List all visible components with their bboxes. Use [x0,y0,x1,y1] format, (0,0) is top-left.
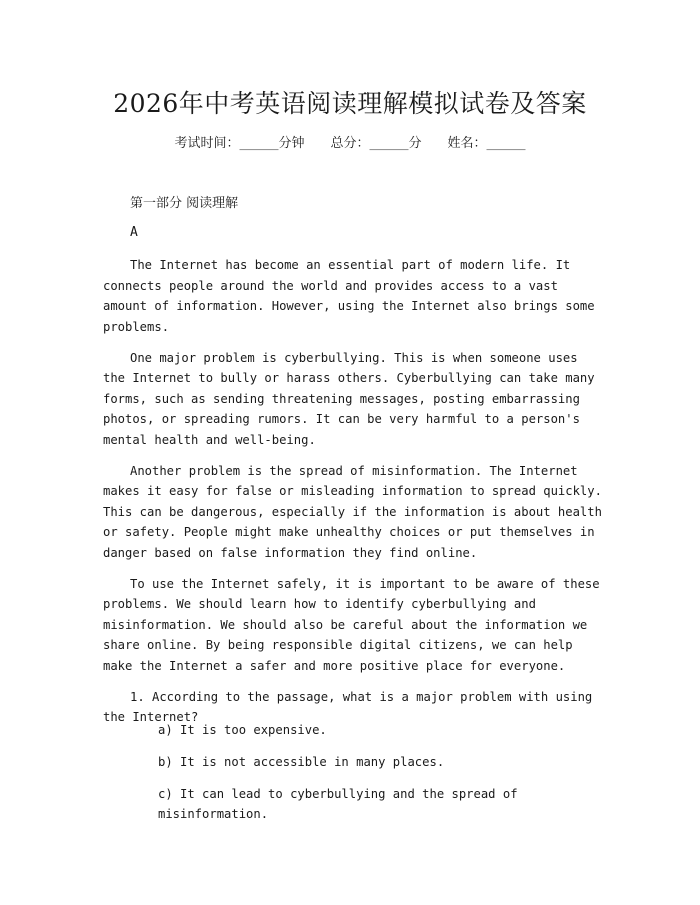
name-label: 姓名： [447,136,487,151]
score-label: 总分： [330,136,370,151]
time-blank: ______ [239,136,279,151]
time-unit: 分钟 [278,136,305,151]
answer-options [158,720,618,821]
section-heading: 第一部分 阅读理解 [130,196,239,211]
name-blank: ______ [486,136,526,151]
exam-meta [0,132,700,151]
option-a: a) It is too expensive. [158,723,327,737]
score-unit: 分 [408,136,422,151]
score-blank: ______ [369,136,409,151]
page-title: 2026年中考英语阅读理解模拟试卷及答案 [113,89,587,118]
option-c: c) It can lead to cyberbullying and the spread of misinformation. [158,787,518,821]
passage-paragraph: The Internet has become an essential part of modern life. It connects people around the world and provides access to a vast amount of information. However, using the Internet also brings some problems. [103,258,595,334]
passage-paragraph: To use the Internet safely, it is important to be aware of these problems. We should learn how to identify cyberbullying and misinformation. We should also be careful about the information we share online. By being responsible digital citizens, we can help make the Internet a safer and more positive place for everyone. [103,576,600,673]
passage-paragraph: Another problem is the spread of misinformation. The Internet makes it easy for false or misleading information to spread quickly. This can be dangerous, especially if the information is about health or safety. People might make unhealthy choices or put themselves in danger based on false information they find online. [103,463,602,560]
passage-paragraph: One major problem is cyberbullying. This is when someone uses the Internet to bully or harass others. Cyberbullying can take many forms, such as sending threatening messages, posting embarrassing photos, or spreading rumors. It can be very harmful to a person's mental health and well-being. [103,350,595,447]
question-text: 1. According to the passage, what is a major problem with using the Internet? [103,689,593,724]
part-label: A [130,225,138,240]
time-label: 考试时间： [174,136,240,151]
passage [103,255,603,738]
option-b: b) It is not accessible in many places. [158,755,445,769]
